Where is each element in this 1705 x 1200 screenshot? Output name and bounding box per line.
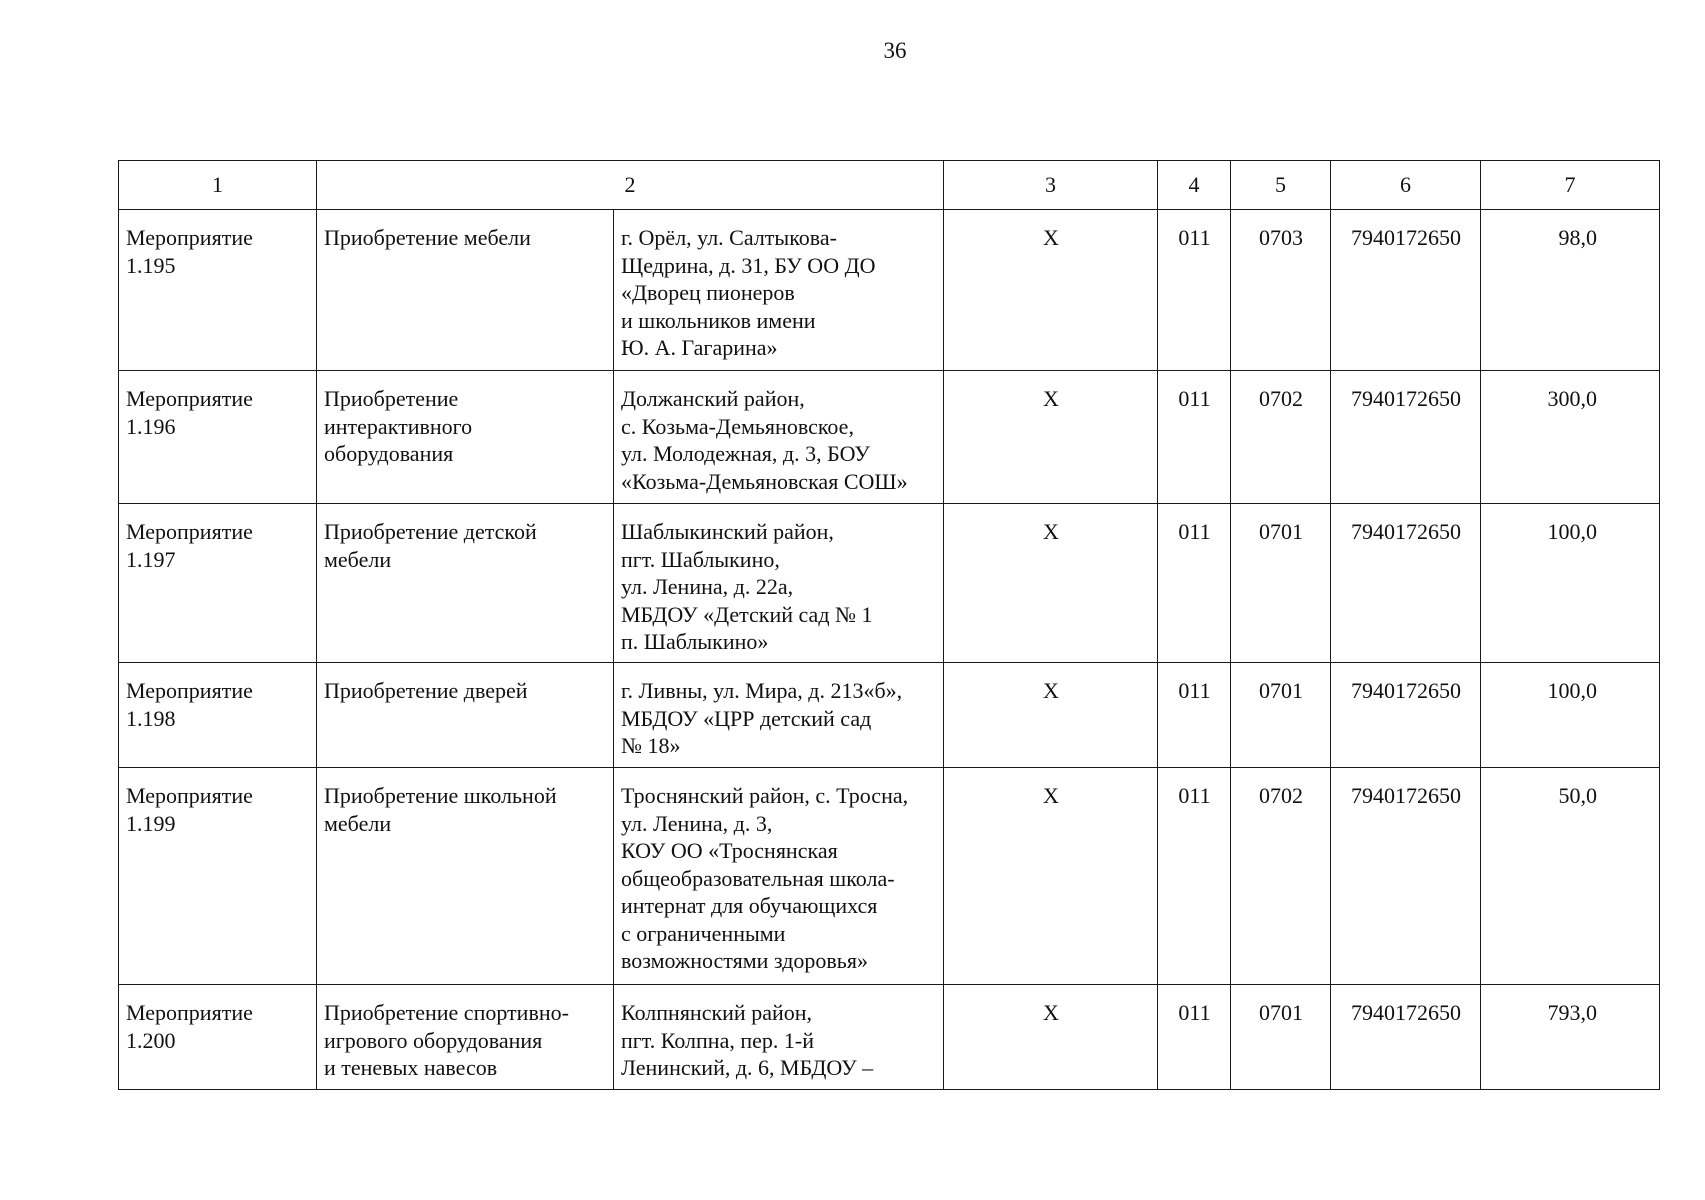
event-cell-line: Мероприятие	[126, 225, 253, 250]
col3-cell: Х	[944, 504, 1158, 663]
address-cell-line: Шаблыкинский район,	[621, 519, 834, 544]
table-header-row	[119, 161, 1660, 210]
event-cell	[119, 210, 317, 371]
event-cell-line: Мероприятие	[126, 678, 253, 703]
address-cell-line: п. Шаблыкино»	[621, 629, 769, 654]
event-cell-line: 1.200	[126, 1027, 176, 1053]
event-cell	[119, 663, 317, 768]
col6-cell: 7940172650	[1331, 371, 1481, 504]
name-cell	[317, 504, 614, 663]
header-cell: 6	[1331, 161, 1481, 210]
name-cell-line: Приобретение спортивно-	[324, 1000, 569, 1025]
address-cell-line: МБДОУ «ЦРР детский сад	[621, 705, 872, 731]
col5-cell: 0701	[1231, 985, 1331, 1090]
table-body	[119, 210, 1660, 1090]
budget-table	[118, 160, 1660, 1090]
table-row	[119, 985, 1660, 1090]
col7-cell: 300,0	[1481, 371, 1660, 504]
name-cell	[317, 985, 614, 1090]
address-cell	[614, 371, 944, 504]
address-cell-line: с. Козьма-Демьяновское,	[621, 413, 854, 439]
name-cell	[317, 371, 614, 504]
col7-cell: 793,0	[1481, 985, 1660, 1090]
event-cell-line: 1.195	[126, 252, 176, 278]
name-cell	[317, 663, 614, 768]
name-cell-line: мебели	[324, 810, 392, 836]
col6-cell: 7940172650	[1331, 985, 1481, 1090]
page-number: 36	[883, 38, 907, 63]
col4-cell: 011	[1158, 768, 1231, 985]
name-cell-line: Приобретение школьной	[324, 783, 557, 808]
address-cell-line: ул. Ленина, д. 22а,	[621, 574, 794, 599]
event-cell-line: Мероприятие	[126, 519, 253, 544]
address-cell-line: Ю. А. Гагарина»	[621, 335, 778, 360]
name-cell-line: игрового оборудования	[324, 1027, 543, 1053]
col3-cell: Х	[944, 371, 1158, 504]
address-cell-line: ул. Ленина, д. 3,	[621, 810, 773, 836]
event-cell	[119, 371, 317, 504]
address-cell-line: Троснянский район, с. Тросна,	[621, 783, 909, 808]
header-cell: 3	[944, 161, 1158, 210]
table-row	[119, 768, 1660, 985]
col3-cell: Х	[944, 985, 1158, 1090]
event-cell-line: 1.197	[126, 546, 176, 572]
name-cell-line: Приобретение	[324, 386, 459, 411]
name-cell-line: Приобретение детской	[324, 519, 537, 544]
address-cell-line: Щедрина, д. 31, БУ ОО ДО	[621, 252, 876, 278]
col7-cell: 100,0	[1481, 504, 1660, 663]
address-cell	[614, 504, 944, 663]
col4-cell: 011	[1158, 985, 1231, 1090]
col3-cell: Х	[944, 210, 1158, 371]
name-cell	[317, 210, 614, 371]
col6-cell: 7940172650	[1331, 663, 1481, 768]
col7-cell: 50,0	[1481, 768, 1660, 985]
address-cell-line: интернат для обучающихся	[621, 893, 878, 918]
header-cell: 2	[317, 161, 944, 210]
event-cell	[119, 985, 317, 1090]
event-cell-line: Мероприятие	[126, 783, 253, 808]
col4-cell: 011	[1158, 210, 1231, 371]
event-cell-line: 1.199	[126, 810, 176, 836]
address-cell-line: с ограниченными	[621, 920, 786, 946]
address-cell-line: г. Орёл, ул. Салтыкова-	[621, 225, 837, 250]
address-cell-line: «Козьма-Демьяновская СОШ»	[621, 468, 908, 494]
col5-cell: 0702	[1231, 371, 1331, 504]
address-cell-line: Колпнянский район,	[621, 1000, 813, 1025]
address-cell-line: возможностями здоровья»	[621, 948, 868, 973]
name-cell-line: Приобретение мебели	[324, 225, 531, 250]
table-row	[119, 663, 1660, 768]
address-cell-line: № 18»	[621, 733, 681, 758]
event-cell	[119, 504, 317, 663]
table-row	[119, 371, 1660, 504]
col3-cell: Х	[944, 663, 1158, 768]
header-cell: 4	[1158, 161, 1231, 210]
address-cell	[614, 210, 944, 371]
address-cell-line: общеобразовательная школа-	[621, 865, 895, 891]
address-cell-line: «Дворец пионеров	[621, 280, 795, 305]
event-cell-line: Мероприятие	[126, 1000, 253, 1025]
name-cell-line: оборудования	[324, 441, 454, 466]
address-cell	[614, 768, 944, 985]
col4-cell: 011	[1158, 663, 1231, 768]
address-cell-line: Ленинский, д. 6, МБДОУ –	[621, 1055, 874, 1080]
name-cell-line: мебели	[324, 546, 392, 572]
table-row	[119, 504, 1660, 663]
col6-cell: 7940172650	[1331, 210, 1481, 371]
address-cell-line: пгт. Колпна, пер. 1-й	[621, 1027, 814, 1053]
col5-cell: 0703	[1231, 210, 1331, 371]
header-cell: 1	[119, 161, 317, 210]
col7-cell: 98,0	[1481, 210, 1660, 371]
address-cell-line: ул. Молодежная, д. 3, БОУ	[621, 441, 870, 466]
event-cell-line: 1.196	[126, 413, 176, 439]
event-cell-line: Мероприятие	[126, 386, 253, 411]
address-cell-line: Должанский район,	[621, 386, 805, 411]
address-cell-line: КОУ ОО «Троснянская	[621, 838, 838, 863]
address-cell-line: и школьников имени	[621, 307, 816, 333]
event-cell-line: 1.198	[126, 705, 176, 731]
table-row	[119, 210, 1660, 371]
name-cell-line: интерактивного	[324, 413, 473, 439]
address-cell-line: г. Ливны, ул. Мира, д. 213«б»,	[621, 678, 903, 703]
name-cell-line: и теневых навесов	[324, 1055, 498, 1080]
header-cell: 5	[1231, 161, 1331, 210]
col4-cell: 011	[1158, 371, 1231, 504]
address-cell-line: пгт. Шаблыкино,	[621, 546, 780, 572]
address-cell-line: МБДОУ «Детский сад № 1	[621, 601, 873, 627]
col5-cell: 0701	[1231, 504, 1331, 663]
col7-cell: 100,0	[1481, 663, 1660, 768]
name-cell-line: Приобретение дверей	[324, 678, 528, 703]
col3-cell: Х	[944, 768, 1158, 985]
col6-cell: 7940172650	[1331, 768, 1481, 985]
col5-cell: 0702	[1231, 768, 1331, 985]
name-cell	[317, 768, 614, 985]
address-cell	[614, 985, 944, 1090]
col5-cell: 0701	[1231, 663, 1331, 768]
col6-cell: 7940172650	[1331, 504, 1481, 663]
address-cell	[614, 663, 944, 768]
col4-cell: 011	[1158, 504, 1231, 663]
header-cell: 7	[1481, 161, 1660, 210]
event-cell	[119, 768, 317, 985]
